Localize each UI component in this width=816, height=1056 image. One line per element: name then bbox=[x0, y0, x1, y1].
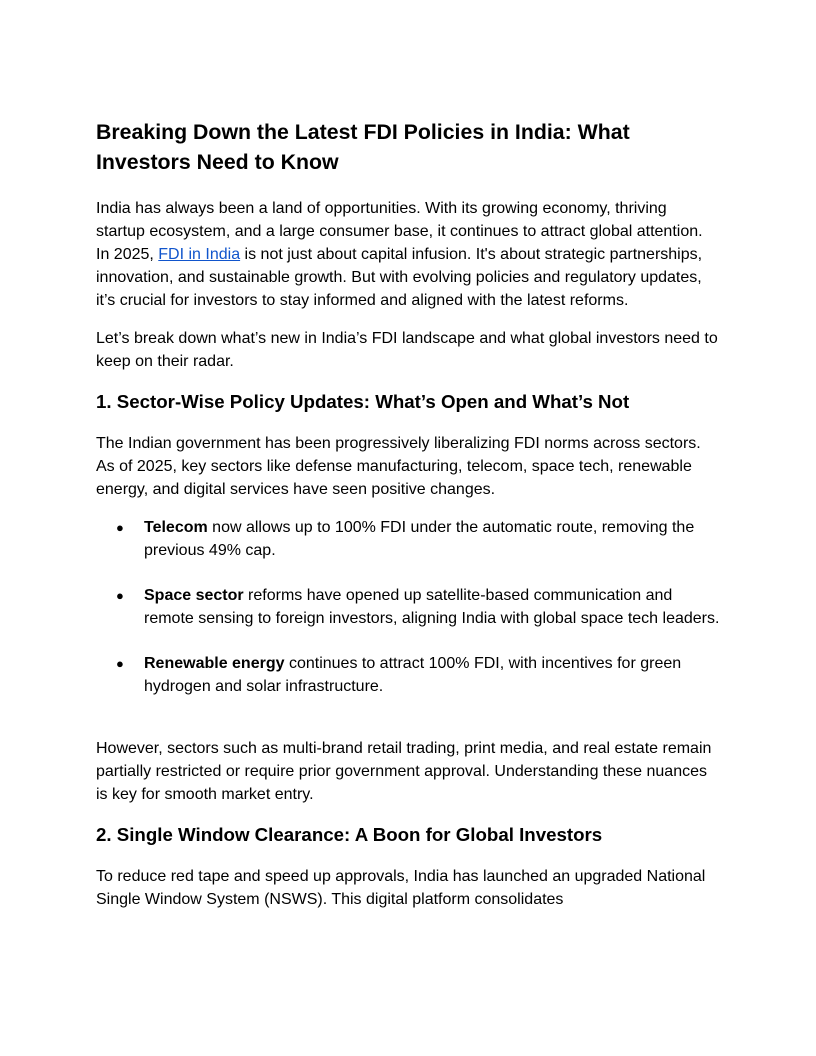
list-item-text: now allows up to 100% FDI under the automatic route, removing the previous 49% cap. bbox=[144, 519, 695, 559]
intro-text-after-link: is not just about capital infusion. It's about strategic partnerships, innovation, and sustainable growth. But with evolving policies and regulatory updates, it’s crucial for investors to stay informed and aligned with the latest reforms. bbox=[96, 246, 703, 309]
document-page bbox=[96, 117, 720, 926]
bullet-icon: ● bbox=[116, 520, 124, 535]
fdi-in-india-link[interactable]: FDI in India bbox=[158, 246, 241, 263]
list-item bbox=[96, 584, 720, 630]
section2-heading: 2. Single Window Clearance: A Boon for Global Investors bbox=[96, 824, 603, 845]
section2-paragraph: To reduce red tape and speed up approvals, India has launched an upgraded National Single Window System (NSWS). This digital platform consolidates bbox=[96, 868, 706, 908]
section1-closing-paragraph: However, sectors such as multi-brand retail trading, print media, and real estate remain partially restricted or require prior government approval. Understanding these nuances is key for smooth market entry. bbox=[96, 740, 712, 803]
list-item-bold: Telecom bbox=[144, 519, 208, 536]
list-item-text: continues to attract 100% FDI, with incentives for green hydrogen and solar infrastructure. bbox=[144, 655, 682, 695]
bullet-icon: ● bbox=[116, 588, 124, 603]
intro-paragraph bbox=[96, 197, 720, 312]
section1-heading: 1. Sector-Wise Policy Updates: What’s Open and What’s Not bbox=[96, 391, 630, 412]
list-item bbox=[96, 652, 720, 698]
list-item-bold: Renewable energy bbox=[144, 655, 285, 672]
section1-paragraph: The Indian government has been progressively liberalizing FDI norms across sectors. As of 2025, key sectors like defense manufacturing, telecom, space tech, renewable energy, and digital services have seen positive changes. bbox=[96, 435, 701, 498]
list-item bbox=[96, 516, 720, 562]
intro-text-before-link: India has always been a land of opportunities. With its growing economy, thriving startup ecosystem, and a large consumer base, it continues to attract global attention. In 2025, bbox=[96, 200, 703, 263]
document-title: Breaking Down the Latest FDI Policies in India: What Investors Need to Know bbox=[96, 120, 630, 174]
intro-paragraph-2: Let’s break down what’s new in India’s FDI landscape and what global investors need to keep on their radar. bbox=[96, 330, 718, 370]
spacer bbox=[96, 720, 720, 737]
list-item-text: reforms have opened up satellite-based communication and remote sensing to foreign investors, aligning India with global space tech leaders. bbox=[144, 587, 720, 627]
sector-bullet-list bbox=[96, 516, 720, 698]
bullet-icon: ● bbox=[116, 656, 124, 671]
list-item-bold: Space sector bbox=[144, 587, 244, 604]
